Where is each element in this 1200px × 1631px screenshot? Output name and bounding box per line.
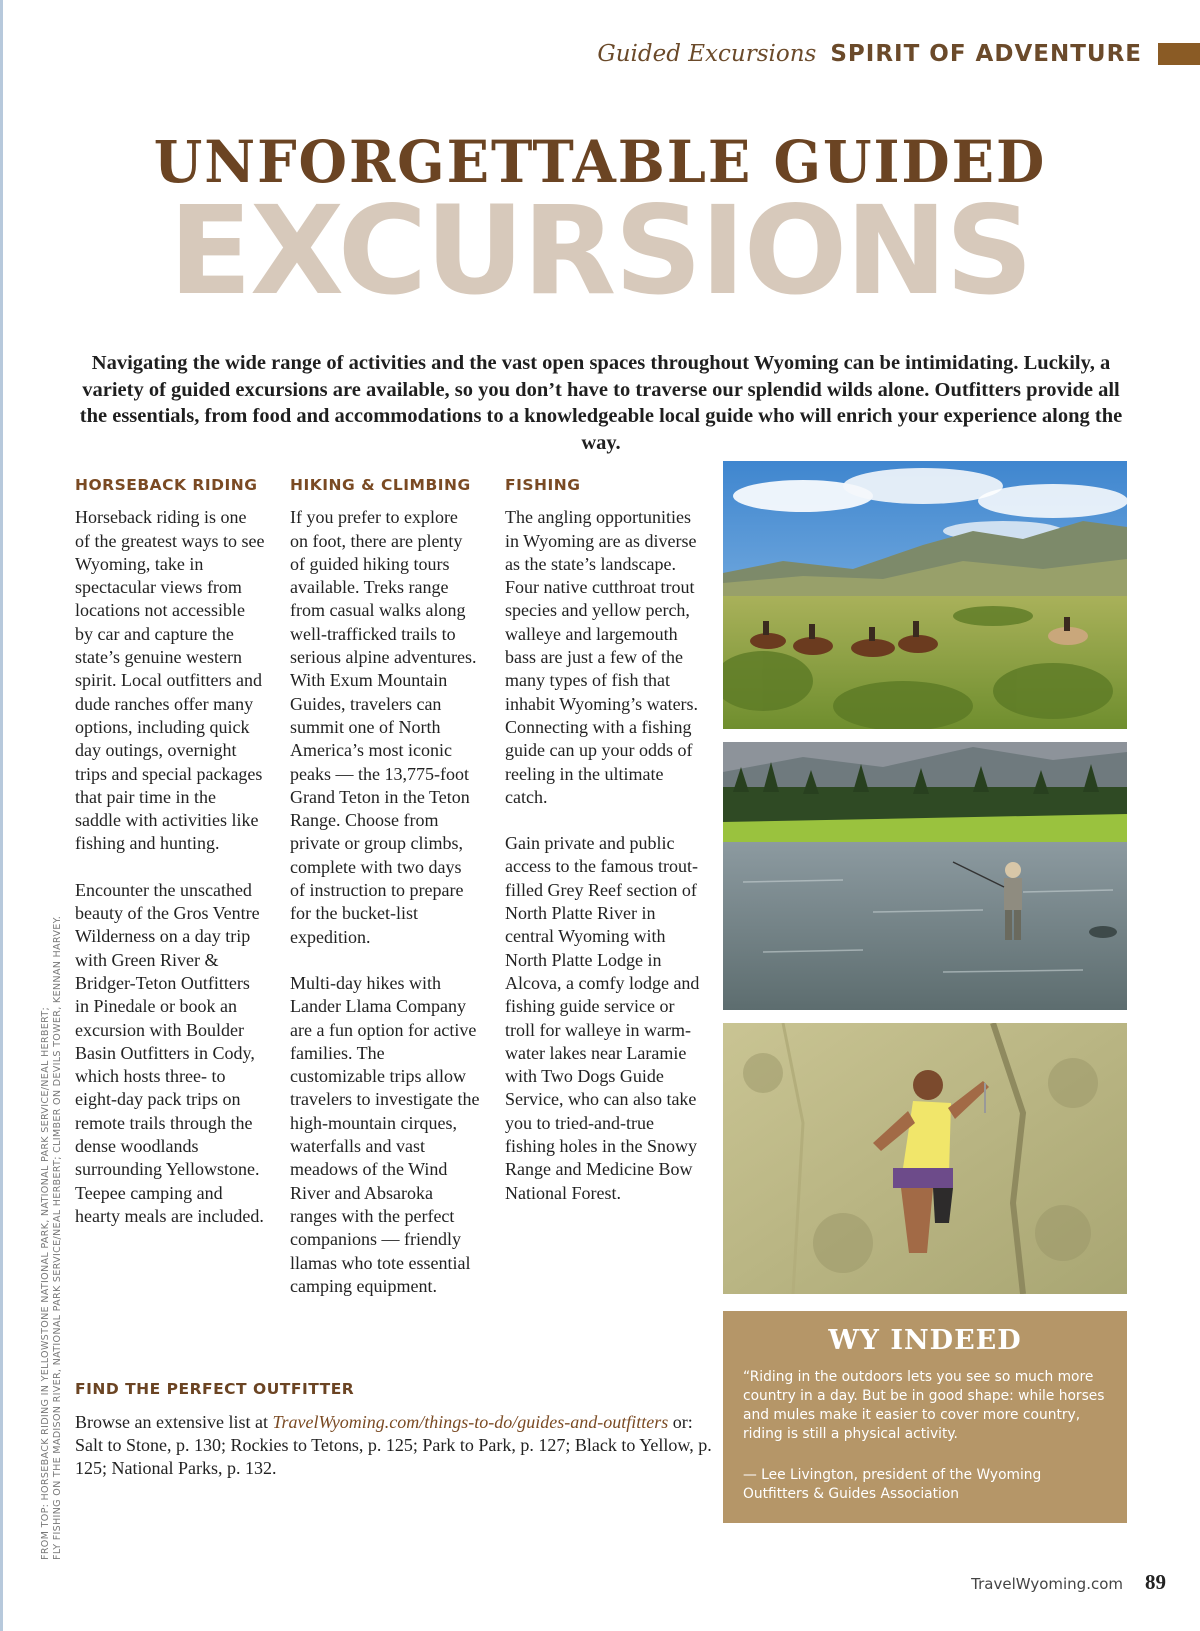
- column-paragraph: The angling opportunities in Wyoming are as diverse as the state’s landscape. Four native cutthroat trout species and yellow perch, walleye and largemouth bass are just a few of the many types of fish that inhabit Wyoming’s waters. Connecting with a fishing guide can up your odds of reeling in the ultimate catch.: [505, 507, 699, 807]
- column-paragraph: Multi-day hikes with Lander Llama Company are a fun option for active families. The customizable trips allow travelers to investigate the high-mountain cirques, waterfalls and vast meadows of the Wind River and Absaroka ranges with the perfect companions — friendly llamas who tote essential camping equipment.: [290, 972, 480, 1296]
- running-head-title: SPIRIT OF ADVENTURE: [830, 41, 1142, 67]
- footer-site: TravelWyoming.com: [971, 1575, 1123, 1593]
- sidebar-quote-box: [723, 1311, 1127, 1523]
- intro-paragraph: Navigating the wide range of activities and the vast open spaces throughout Wyoming can be intimidating. Luckily, a variety of guided excursions are available, so you don’t have to traverse our splendid wilds alone. Outfitters provide all the essentials, from food and accommodations to a knowledgeable local guide who will enrich your experience along the way.: [79, 352, 1123, 454]
- horseback-riders-photo: [723, 461, 1127, 729]
- column-paragraph: If you prefer to explore on foot, there are plenty of guided hiking tours available. Treks range from casual walks along well-trafficked trails to serious alpine adventures. With Exum Mountain Guides, travelers can summit one of North America’s most iconic peaks — the 13,775-foot Grand Teton in the Teton Range. Choose from private or group climbs, complete with two days of instruction to prepare for the bucket-list expedition.: [290, 507, 477, 947]
- column-heading: FISHING: [505, 476, 581, 494]
- photo-credits-line: FLY FISHING ON THE MADISON RIVER, NATIONAL PARK SERVICE/NEAL HERBERT; CLIMBER ON DEVILS TOWER, KENNAN HARVEY.: [52, 915, 63, 1560]
- sidebar-quote: “Riding in the outdoors lets you see so much more country in a day. But be in good shape: while horses and mules make it easier to cover more country, riding is still a physical activity.: [743, 1369, 1105, 1442]
- outfitter-link[interactable]: TravelWyoming.com/things-to-do/guides-and-outfitters: [272, 1412, 669, 1432]
- page-number: 89: [1145, 1570, 1166, 1594]
- fly-fishing-photo: [723, 742, 1127, 1010]
- photo-credits: [40, 860, 72, 1560]
- outfitter-section: [75, 1378, 725, 1480]
- rock-climber-photo: [723, 1023, 1127, 1294]
- outfitter-text: [75, 1411, 725, 1480]
- column-hiking: [290, 474, 480, 1321]
- column-heading: HIKING & CLIMBING: [290, 476, 471, 494]
- column-paragraph: Gain private and public access to the famous trout-filled Grey Reef section of North Platte River in central Wyoming with North Platte Lodge in Alcova, a comfy lodge and fishing guide service or troll for walleye in warm-water lakes near Laramie with Two Dogs Guide Service, who can also take you to tried-and-true fishing holes in the Snowy Range and Medicine Bow National Forest.: [505, 833, 700, 1203]
- page-footer: [971, 1570, 1166, 1595]
- headline-line1: UNFORGETTABLE GUIDED: [153, 128, 1047, 196]
- outfitter-heading: FIND THE PERFECT OUTFITTER: [75, 1380, 355, 1398]
- horseback-riders-image: [723, 461, 1127, 729]
- column-paragraph: Encounter the unscathed beauty of the Gros Ventre Wilderness on a day trip with Green River & Bridger-Teton Outfitters in Pinedale or book an excursion with Boulder Basin Outfitters in Cody, which hosts three- to eight-day pack trips on remote trails through the dense woodlands surrounding Yellowstone. Teepee camping and hearty meals are included.: [75, 879, 264, 1226]
- running-head-section: Guided Excursions: [597, 41, 817, 67]
- headline-line2: EXCURSIONS: [168, 180, 1032, 322]
- column-heading: HORSEBACK RIDING: [75, 476, 258, 494]
- column-paragraph: Horseback riding is one of the greatest ways to see Wyoming, take in spectacular views from locations not accessible by car and capture the state’s genuine western spirit. Local outfitters and dude ranches offer many options, including quick day outings, overnight trips and special packages that pair time in the saddle with activities like fishing and hunting.: [75, 507, 265, 854]
- fly-fishing-image: [723, 742, 1127, 1010]
- outfitter-lead: Browse an extensive list at: [75, 1412, 273, 1432]
- photo-credits-line: FROM TOP: HORSEBACK RIDING IN YELLOWSTONE NATIONAL PARK, NATIONAL PARK SERVICE/NEAL HERBERT;: [40, 1006, 51, 1560]
- column-fishing: [505, 474, 700, 1228]
- sidebar-attribution: — Lee Livington, president of the Wyoming Outfitters & Guides Association: [743, 1467, 1042, 1502]
- running-head-bar: [1158, 43, 1200, 65]
- sidebar-title: WY INDEED: [828, 1325, 1022, 1356]
- outfitter-rest: or: Salt to Stone, p. 130; Rockies to Tetons, p. 125; Park to Park, p. 127; Black to Yellow, p. 125; National Parks, p. 132.: [75, 1412, 712, 1478]
- running-head: [597, 38, 1200, 70]
- rock-climber-image: [723, 1023, 1127, 1294]
- column-horseback: [75, 474, 265, 1251]
